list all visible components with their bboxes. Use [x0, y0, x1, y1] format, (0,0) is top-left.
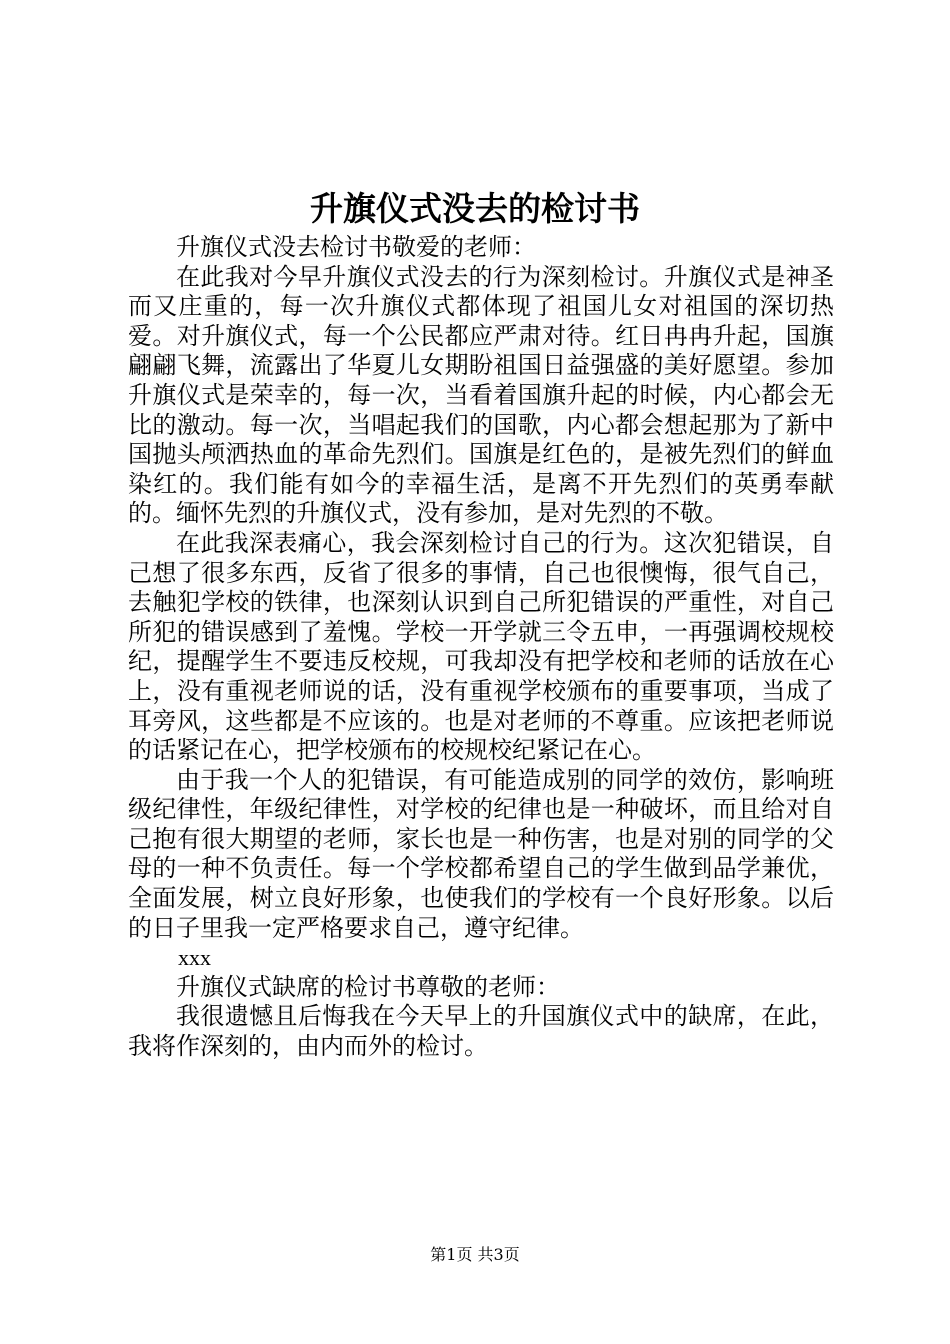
salutation-1: 升旗仪式没去检讨书敬爱的老师：: [176, 233, 536, 261]
paragraph-4: 我很遗憾且后悔我在今天早上的升国旗仪式中的缺席，在此，我将作深刻的，由内而外的检讨。: [128, 1002, 834, 1061]
paragraph-3: 由于我一个人的犯错误，有可能造成别的同学的效仿，影响班级纪律性，年级纪律性，对学校的纪律也是一种破坏，而且给对自己抱有很大期望的老师，家长也是一种伤害，也是对别的同学的父母的一种不负责任。每一个学校都希望自己的学生做到品学兼优，全面发展，树立良好形象，也使我们的学校有一个良好形象。以后的日子里我一定严格要求自己，遵守纪律。: [128, 765, 834, 942]
paragraph-1: 在此我对今早升旗仪式没去的行为深刻检讨。升旗仪式是神圣而又庄重的，每一次升旗仪式都体现了祖国儿女对祖国的深切热爱。对升旗仪式，每一个公民都应严肃对待。红日冉冉升起，国旗翩翩飞舞，流露出了华夏儿女期盼祖国日益强盛的美好愿望。参加升旗仪式是荣幸的，每一次，当看着国旗升起的时候，内心都会无比的激动。每一次，当唱起我们的国歌，内心都会想起那为了新中国抛头颅洒热血的革命先烈们。国旗是红色的，是被先烈们的鲜血染红的。我们能有如今的幸福生活，是离不开先烈们的英勇奉献的。缅怀先烈的升旗仪式，没有参加，是对先烈的不敬。: [128, 262, 834, 528]
paragraph-2: 在此我深表痛心，我会深刻检讨自己的行为。这次犯错误，自己想了很多东西，反省了很多的事情，自己也很懊悔，很气自己，去触犯学校的铁律，也深刻认识到自己所犯错误的严重性，对自己所犯的错误感到了羞愧。学校一开学就三令五申，一再强调校规校纪，提醒学生不要违反校规，可我却没有把学校和老师的话放在心上，没有重视老师说的话，没有重视学校颁布的重要事项，当成了耳旁风，这些都是不应该的。也是对老师的不尊重。应该把老师说的话紧记在心，把学校颁布的校规校纪紧记在心。: [128, 528, 834, 765]
salutation-2: 升旗仪式缺席的检讨书尊敬的老师：: [176, 972, 560, 1001]
page-number-footer: 第1页 共3页: [430, 1245, 520, 1264]
document-title: 升旗仪式没去的检讨书: [310, 189, 640, 228]
signature: xxx: [178, 945, 211, 971]
document-body: [128, 233, 834, 1062]
